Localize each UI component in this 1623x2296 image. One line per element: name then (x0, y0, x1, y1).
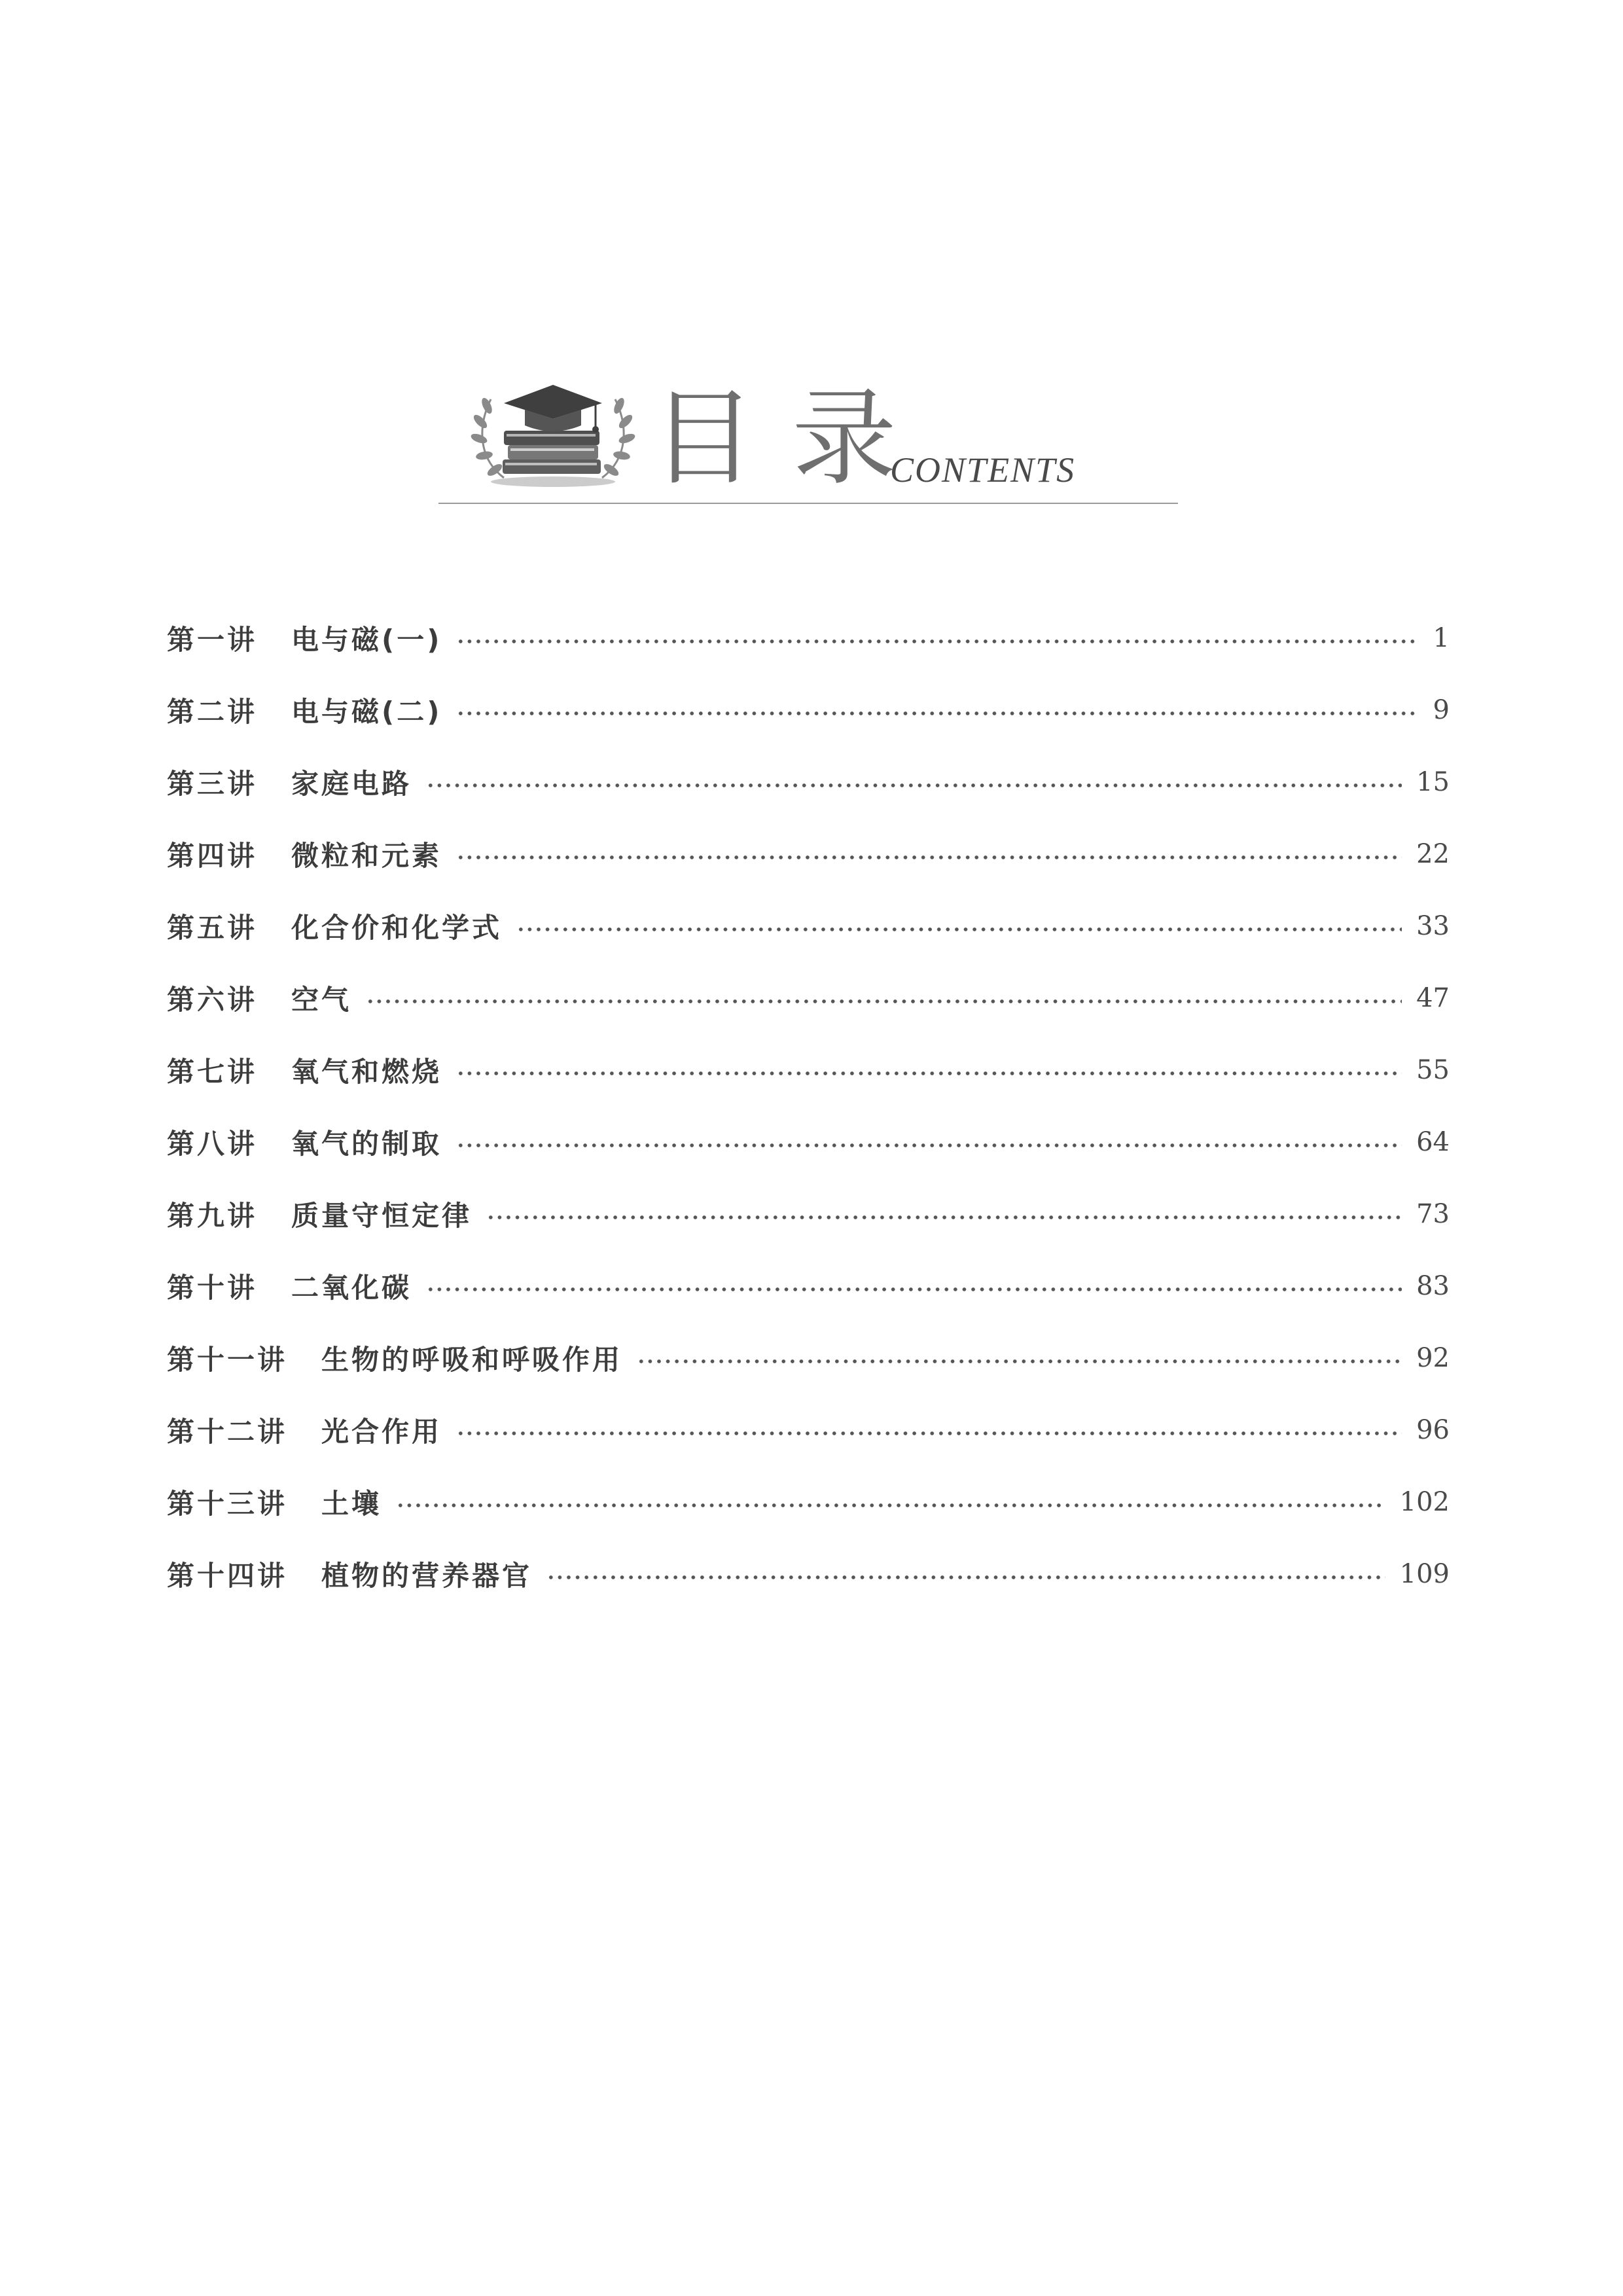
toc-dot-leader (637, 1358, 1402, 1365)
toc-title: 电与磁(一) (291, 624, 442, 656)
toc-entry[interactable] (167, 1466, 1450, 1538)
table-of-contents (167, 602, 1450, 1610)
toc-chapter-label: 第一讲 (167, 624, 258, 656)
toc-chapter-label: 第十四讲 (167, 1560, 288, 1592)
toc-chapter-label: 第二讲 (167, 696, 258, 728)
toc-page-number: 47 (1416, 983, 1450, 1013)
toc-title: 光合作用 (321, 1416, 442, 1448)
toc-page-number: 1 (1433, 623, 1450, 653)
toc-chapter-label: 第五讲 (167, 912, 258, 944)
toc-entry[interactable] (167, 1322, 1450, 1394)
header-divider (438, 503, 1178, 504)
graduation-cap-on-books-icon (465, 380, 641, 497)
toc-dot-leader (486, 1214, 1402, 1221)
toc-chapter-label: 第四讲 (167, 840, 258, 872)
toc-entry[interactable] (167, 962, 1450, 1034)
toc-title: 生物的呼吸和呼吸作用 (321, 1344, 623, 1376)
toc-page-number: 64 (1416, 1127, 1450, 1157)
toc-entry[interactable] (167, 746, 1450, 818)
toc-chapter-label: 第七讲 (167, 1056, 258, 1088)
toc-dot-leader (456, 1142, 1402, 1149)
toc-dot-leader (456, 854, 1402, 861)
toc-title: 质量守恒定律 (291, 1200, 473, 1232)
toc-chapter-label: 第九讲 (167, 1200, 258, 1232)
toc-title: 植物的营养器官 (321, 1560, 533, 1592)
toc-page-number: 33 (1416, 911, 1450, 941)
toc-page-number: 102 (1399, 1487, 1450, 1517)
toc-dot-leader (516, 926, 1402, 933)
toc-title: 二氧化碳 (291, 1272, 412, 1304)
toc-chapter-label: 第十一讲 (167, 1344, 288, 1376)
toc-dot-leader (426, 782, 1402, 789)
toc-title: 氧气的制取 (291, 1128, 442, 1160)
toc-entry[interactable] (167, 890, 1450, 962)
toc-title: 空气 (291, 984, 352, 1016)
toc-chapter-label: 第十三讲 (167, 1488, 288, 1520)
toc-entry[interactable] (167, 1250, 1450, 1322)
toc-dot-leader (456, 1070, 1402, 1077)
toc-chapter-label: 第八讲 (167, 1128, 258, 1160)
toc-entry[interactable] (167, 1394, 1450, 1466)
toc-dot-leader (366, 998, 1402, 1005)
toc-dot-leader (426, 1286, 1402, 1293)
toc-page-number: 96 (1416, 1415, 1450, 1445)
toc-page-number: 55 (1416, 1055, 1450, 1085)
page-title: 目录 (651, 377, 933, 499)
toc-entry[interactable] (167, 1178, 1450, 1250)
toc-entry[interactable] (167, 602, 1450, 674)
toc-chapter-label: 第十二讲 (167, 1416, 288, 1448)
toc-title: 氧气和燃烧 (291, 1056, 442, 1088)
toc-title: 电与磁(二) (291, 696, 442, 728)
toc-entry[interactable] (167, 1538, 1450, 1610)
toc-dot-leader (456, 710, 1418, 717)
toc-chapter-label: 第三讲 (167, 768, 258, 800)
toc-page-number: 15 (1416, 767, 1450, 797)
toc-dot-leader (396, 1502, 1385, 1509)
toc-page-number: 92 (1416, 1343, 1450, 1373)
toc-page-number: 73 (1416, 1199, 1450, 1229)
toc-title: 微粒和元素 (291, 840, 442, 872)
toc-entry[interactable] (167, 674, 1450, 746)
toc-entry[interactable] (167, 818, 1450, 890)
toc-page-number: 22 (1416, 839, 1450, 869)
toc-dot-leader (546, 1574, 1385, 1581)
toc-page-number: 9 (1433, 695, 1450, 725)
toc-page-number: 83 (1416, 1271, 1450, 1301)
toc-page-number: 109 (1399, 1559, 1450, 1589)
toc-entry[interactable] (167, 1106, 1450, 1178)
toc-dot-leader (456, 1430, 1402, 1437)
toc-dot-leader (456, 638, 1418, 645)
toc-chapter-label: 第十讲 (167, 1272, 258, 1304)
toc-title: 土壤 (321, 1488, 382, 1520)
contents-header (438, 373, 1178, 511)
page-subtitle: CONTENTS (890, 450, 1076, 490)
toc-entry[interactable] (167, 1034, 1450, 1106)
toc-title: 化合价和化学式 (291, 912, 503, 944)
toc-chapter-label: 第六讲 (167, 984, 258, 1016)
toc-title: 家庭电路 (291, 768, 412, 800)
